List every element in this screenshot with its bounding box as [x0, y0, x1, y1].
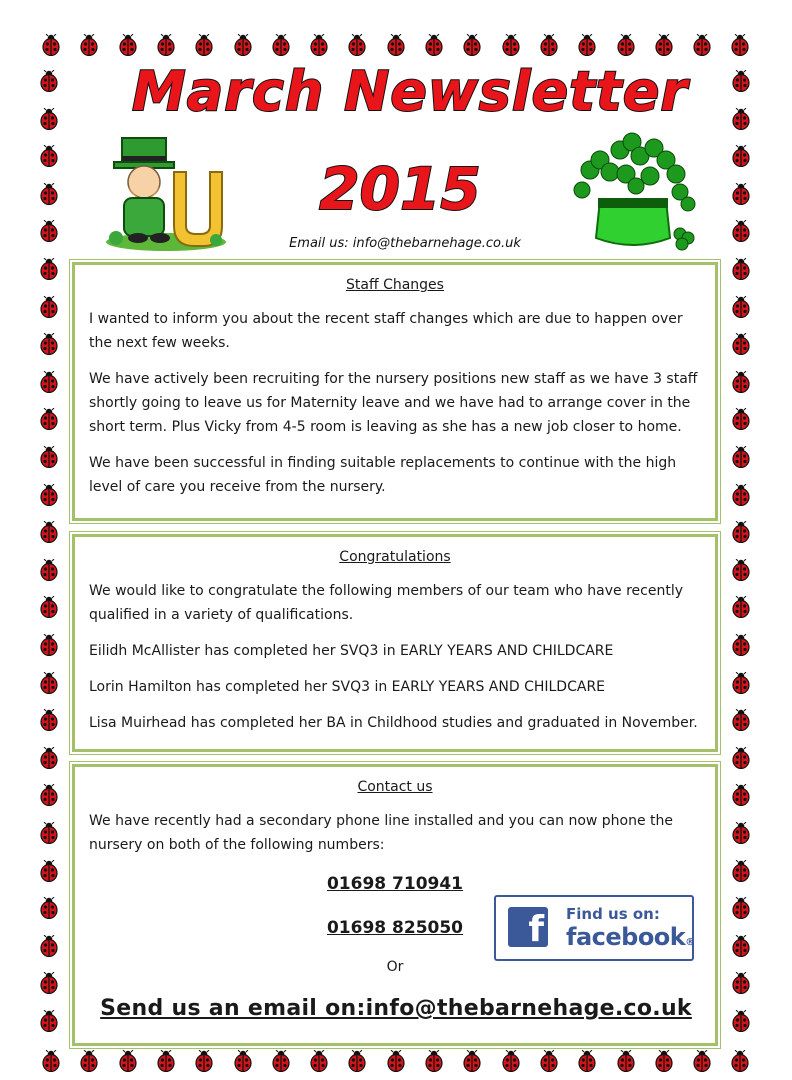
ladybird-icon: [38, 1010, 60, 1032]
ladybird-icon: [729, 1050, 751, 1072]
ladybird-icon: [423, 34, 445, 56]
ladybird-icon: [38, 596, 60, 618]
ladybird-icon: [500, 34, 522, 56]
ladybird-icon: [691, 1050, 713, 1072]
send-email-line[interactable]: Send us an email on:info@thebarnehage.co.uk: [100, 996, 692, 1021]
ladybird-icon: [730, 108, 752, 130]
ladybird-icon: [730, 634, 752, 656]
ladybird-icon: [193, 1050, 215, 1072]
ladybird-icon: [730, 258, 752, 280]
ladybird-icon: [38, 935, 60, 957]
congratulations-heading: Congratulations: [339, 549, 451, 565]
ladybird-border-bottom: [40, 1050, 752, 1076]
ladybird-icon: [730, 596, 752, 618]
ladybird-border-left: [38, 70, 64, 1030]
ladybird-icon: [730, 183, 752, 205]
ladybird-icon: [730, 408, 752, 430]
congrats-paragraph: Eilidh McAllister has completed her SVQ3 in EARLY YEARS AND CHILDCARE: [89, 643, 614, 659]
ladybird-icon: [730, 972, 752, 994]
ladybird-icon: [730, 709, 752, 731]
phone-number-1: 01698 710941: [326, 874, 464, 894]
ladybird-icon: [38, 408, 60, 430]
ladybird-icon: [730, 70, 752, 92]
ladybird-icon: [730, 296, 752, 318]
ladybird-icon: [538, 34, 560, 56]
ladybird-icon: [730, 145, 752, 167]
facebook-name: facebook®: [566, 923, 695, 951]
ladybird-icon: [730, 484, 752, 506]
ladybird-icon: [38, 371, 60, 393]
ladybird-icon: [730, 860, 752, 882]
shamrock-hat-icon: [570, 130, 696, 252]
ladybird-icon: [38, 484, 60, 506]
staff-paragraph: We have been successful in finding suitable replacements to continue with the high level of care you receive from the nursery.: [89, 455, 677, 495]
ladybird-border-top: [40, 34, 752, 60]
ladybird-icon: [38, 559, 60, 581]
ladybird-icon: [730, 333, 752, 355]
ladybird-icon: [38, 108, 60, 130]
ladybird-icon: [38, 897, 60, 919]
ladybird-icon: [270, 1050, 292, 1072]
ladybird-icon: [38, 634, 60, 656]
ladybird-icon: [615, 34, 637, 56]
contact-heading: Contact us: [357, 779, 433, 795]
ladybird-icon: [730, 784, 752, 806]
header-email: Email us: info@thebarnehage.co.uk: [289, 236, 521, 251]
ladybird-icon: [653, 34, 675, 56]
ladybird-icon: [576, 34, 598, 56]
ladybird-icon: [730, 559, 752, 581]
ladybird-icon: [38, 446, 60, 468]
ladybird-icon: [729, 34, 751, 56]
ladybird-icon: [538, 1050, 560, 1072]
ladybird-icon: [615, 1050, 637, 1072]
ladybird-icon: [38, 183, 60, 205]
ladybird-icon: [38, 258, 60, 280]
contact-intro: We have recently had a secondary phone line installed and you can now phone the nursery on both of the following numbers:: [89, 813, 674, 853]
ladybird-icon: [193, 34, 215, 56]
facebook-logo-icon: f: [508, 907, 548, 947]
ladybird-icon: [155, 1050, 177, 1072]
ladybird-icon: [461, 34, 483, 56]
ladybird-icon: [38, 145, 60, 167]
ladybird-icon: [155, 34, 177, 56]
ladybird-icon: [38, 672, 60, 694]
ladybird-icon: [576, 1050, 598, 1072]
ladybird-icon: [270, 34, 292, 56]
ladybird-icon: [500, 1050, 522, 1072]
ladybird-icon: [232, 1050, 254, 1072]
ladybird-icon: [38, 296, 60, 318]
phone-number-2: 01698 825050: [326, 918, 464, 938]
ladybird-icon: [730, 672, 752, 694]
ladybird-icon: [38, 70, 60, 92]
ladybird-icon: [38, 860, 60, 882]
ladybird-icon: [346, 1050, 368, 1072]
congrats-paragraph: We would like to congratulate the following members of our team who have recently qualified in a variety of qualifications.: [89, 583, 684, 623]
staff-paragraph: I wanted to inform you about the recent staff changes which are due to happen over the next few weeks.: [89, 311, 683, 351]
ladybird-icon: [232, 34, 254, 56]
ladybird-icon: [385, 34, 407, 56]
ladybird-icon: [730, 935, 752, 957]
leprechaun-horseshoe-icon: [104, 134, 228, 252]
congratulations-section: [72, 534, 718, 752]
ladybird-icon: [38, 822, 60, 844]
ladybird-icon: [78, 34, 100, 56]
ladybird-icon: [78, 1050, 100, 1072]
ladybird-icon: [38, 972, 60, 994]
ladybird-icon: [691, 34, 713, 56]
facebook-find-label: Find us on:: [566, 905, 660, 923]
ladybird-icon: [117, 1050, 139, 1072]
facebook-badge[interactable]: [494, 895, 694, 961]
ladybird-icon: [38, 784, 60, 806]
ladybird-icon: [730, 897, 752, 919]
ladybird-icon: [461, 1050, 483, 1072]
ladybird-icon: [730, 521, 752, 543]
ladybird-icon: [40, 1050, 62, 1072]
ladybird-icon: [730, 371, 752, 393]
ladybird-icon: [423, 1050, 445, 1072]
ladybird-icon: [653, 1050, 675, 1072]
newsletter-year: 2015: [319, 155, 481, 223]
or-label: Or: [386, 959, 404, 975]
ladybird-icon: [117, 34, 139, 56]
ladybird-icon: [308, 1050, 330, 1072]
congrats-paragraph: Lisa Muirhead has completed her BA in Childhood studies and graduated in November.: [89, 715, 698, 731]
ladybird-icon: [730, 822, 752, 844]
staff-changes-section: [72, 262, 718, 521]
ladybird-border-right: [730, 70, 756, 1030]
staff-changes-heading: Staff Changes: [346, 277, 444, 293]
congrats-paragraph: Lorin Hamilton has completed her SVQ3 in EARLY YEARS AND CHILDCARE: [89, 679, 606, 695]
ladybird-icon: [730, 220, 752, 242]
ladybird-icon: [38, 220, 60, 242]
ladybird-icon: [730, 1010, 752, 1032]
ladybird-icon: [730, 446, 752, 468]
ladybird-icon: [385, 1050, 407, 1072]
ladybird-icon: [730, 747, 752, 769]
ladybird-icon: [38, 521, 60, 543]
ladybird-icon: [308, 34, 330, 56]
ladybird-icon: [346, 34, 368, 56]
ladybird-icon: [40, 34, 62, 56]
staff-paragraph: We have actively been recruiting for the nursery positions new staff as we have 3 staff shortly going to leave us for Maternity leave and we have had to arrange cover in the short term. Plus Vicky from 4-5 room is leaving as she has a new job closer to home.: [89, 371, 698, 435]
ladybird-icon: [38, 709, 60, 731]
newsletter-title: March Newsletter: [132, 60, 688, 123]
ladybird-icon: [38, 333, 60, 355]
ladybird-icon: [38, 747, 60, 769]
